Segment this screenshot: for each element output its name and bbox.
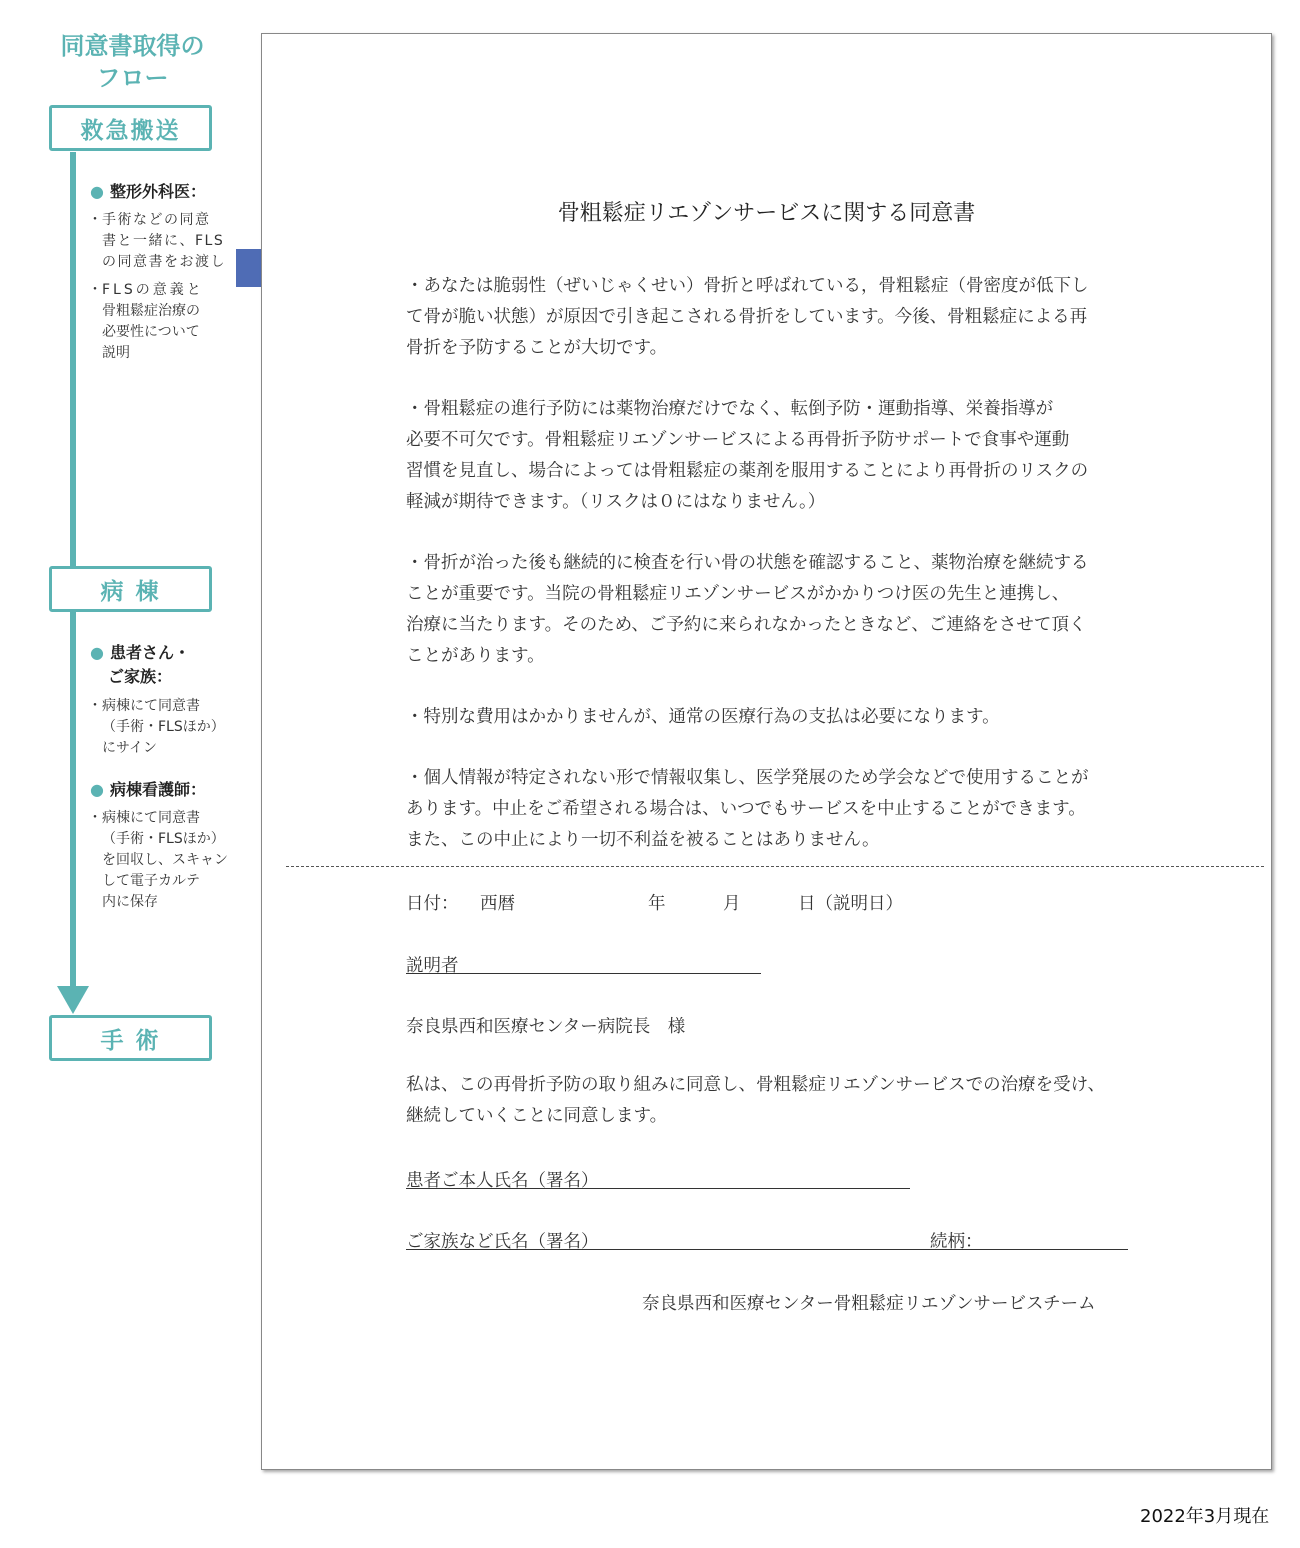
date-year: 年 (648, 894, 666, 914)
date-stamp: 2022年3月現在 (1140, 1506, 1270, 1527)
note-line: （手術・FLSほか） (102, 719, 225, 735)
note-line: 病棟にて同意書 (102, 698, 200, 714)
paragraph-line: ・骨粗鬆症の進行予防には薬物治療だけでなく、転倒予防・運動指導、栄養指導が (406, 399, 1054, 419)
note-line: にサイン (102, 740, 158, 756)
paragraph-line: 必要不可欠です。骨粗鬆症リエゾンサービスによる再骨折予防サポートで食事や運動 (406, 430, 1070, 450)
date-era: 西暦 (480, 894, 515, 914)
down-arrow-icon (57, 986, 89, 1014)
addressee: 奈良県西和医療センター病院長 様 (406, 1017, 686, 1037)
flow-title-line2: フロー (96, 64, 169, 92)
paragraph-follow-up (406, 548, 1146, 672)
note-line: 病棟にて同意書 (102, 810, 200, 826)
flow-title-line1: 同意書取得の (60, 32, 205, 60)
date-month: 月 (723, 894, 741, 914)
document-title: 骨粗鬆症リエゾンサービスに関する同意書 (557, 201, 976, 226)
stage-ward: 病 棟 (49, 566, 212, 612)
note-surgeon-2 (88, 280, 216, 364)
agreement-line: 私は、この再骨折予防の取り組みに同意し、骨粗鬆症リエゾンサービスでの治療を受け、 (406, 1075, 1105, 1095)
note-line: 書と一緒に、FLS (102, 233, 225, 249)
paragraph-privacy (406, 763, 1146, 856)
note-line: 必要性について (102, 324, 200, 340)
paragraph-line: ことが重要です。当院の骨粗鬆症リエゾンサービスがかかりつけ医の先生と連携し、 (406, 584, 1070, 604)
note-line: 骨粗鬆症治療の (102, 303, 200, 319)
note-line: して電子カルテ (102, 873, 200, 889)
agreement-text (406, 1070, 1146, 1132)
stage-surgery: 手 術 (49, 1015, 212, 1061)
note-bullet: ・ (88, 212, 102, 228)
note-bullet: ・ (88, 282, 102, 298)
paragraph-line: て骨が脆い状態）が原因で引き起こされる骨折をしています。今後、骨粗鬆症による再 (406, 307, 1088, 327)
paragraph-line: ・あなたは脆弱性（ぜいじゃくせい）骨折と呼ばれている，骨粗鬆症（骨密度が低下し (406, 276, 1089, 296)
role-patient-label-line2: ご家族： (108, 667, 173, 686)
bullet-dot-icon: ● (90, 780, 104, 799)
note-bullet: ・ (88, 810, 102, 826)
patient-signature-line (406, 1188, 910, 1189)
paragraph-cost (406, 702, 1146, 733)
paragraph-line: 骨折を予防することが大切です。 (406, 338, 668, 358)
role-ward-nurse (90, 778, 220, 802)
explainer-label: 説明者 (406, 956, 459, 976)
paragraph-line: また、この中止により一切不利益を被ることはありません。 (406, 830, 880, 850)
paragraph-line: ・骨折が治った後も継続的に検査を行い骨の状態を確認すること、薬物治療を継続する (406, 553, 1089, 573)
note-line: FLSの意義と (102, 282, 204, 298)
role-patient-label-line1: 患者さん・ (109, 643, 190, 662)
note-nurse-1 (88, 808, 228, 913)
note-patient-1 (88, 696, 225, 759)
stage-emergency-transport: 救急搬送 (49, 105, 212, 151)
family-signature-line (406, 1249, 1128, 1250)
paragraph-prevention (406, 394, 1146, 518)
note-line: 説明 (102, 345, 130, 361)
note-line: （手術・FLSほか） (102, 831, 225, 847)
date-label: 日付： (406, 894, 459, 914)
relationship-label: 続柄： (930, 1232, 983, 1252)
note-surgeon-1 (88, 210, 226, 273)
note-line: の同意書をお渡し (102, 254, 226, 270)
patient-signature-label: 患者ご本人氏名（署名） (406, 1171, 599, 1191)
paragraph-fracture (406, 271, 1146, 364)
bullet-dot-icon: ● (90, 643, 104, 662)
role-surgeon-label: 整形外科医： (109, 182, 206, 201)
role-patient-family (90, 641, 220, 689)
note-line: を回収し、スキャン (102, 852, 228, 868)
agreement-line: 継続していくことに同意します。 (406, 1106, 668, 1126)
note-bullet: ・ (88, 698, 102, 714)
family-signature-label: ご家族など氏名（署名） (406, 1232, 599, 1252)
paragraph-line: 軽減が期待できます。（リスクは０にはなりません。） (406, 492, 826, 512)
note-line: 手術などの同意 (102, 212, 211, 228)
paragraph-line: 習慣を見直し、場合によっては骨粗鬆症の薬剤を服用することにより再骨折のリスクの (406, 461, 1089, 481)
date-day: 日（説明日） (798, 894, 903, 914)
note-line: 内に保存 (102, 894, 158, 910)
flow-title (40, 30, 225, 94)
role-nurse-label: 病棟看護師： (109, 780, 206, 799)
paragraph-line: あります。中止をご希望される場合は、いつでもサービスを中止することができます。 (406, 799, 1086, 819)
role-surgeon (90, 180, 220, 204)
paragraph-line: ・特別な費用はかかりませんが、通常の医療行為の支払は必要になります。 (406, 707, 1000, 727)
bullet-dot-icon: ● (90, 182, 104, 201)
explainer-signature-line (406, 973, 761, 974)
consent-document (261, 33, 1272, 1470)
paragraph-line: ・個人情報が特定されない形で情報収集し、医学発展のため学会などで使用することが (406, 768, 1089, 788)
paragraph-line: 治療に当たります。そのため、ご予約に来られなかったときなど、ご連絡をさせて頂く (406, 615, 1087, 635)
team-name: 奈良県西和医療センター骨粗鬆症リエゾンサービスチーム (642, 1294, 1096, 1314)
paragraph-line: ことがあります。 (406, 646, 545, 666)
cut-line-divider (286, 866, 1264, 867)
